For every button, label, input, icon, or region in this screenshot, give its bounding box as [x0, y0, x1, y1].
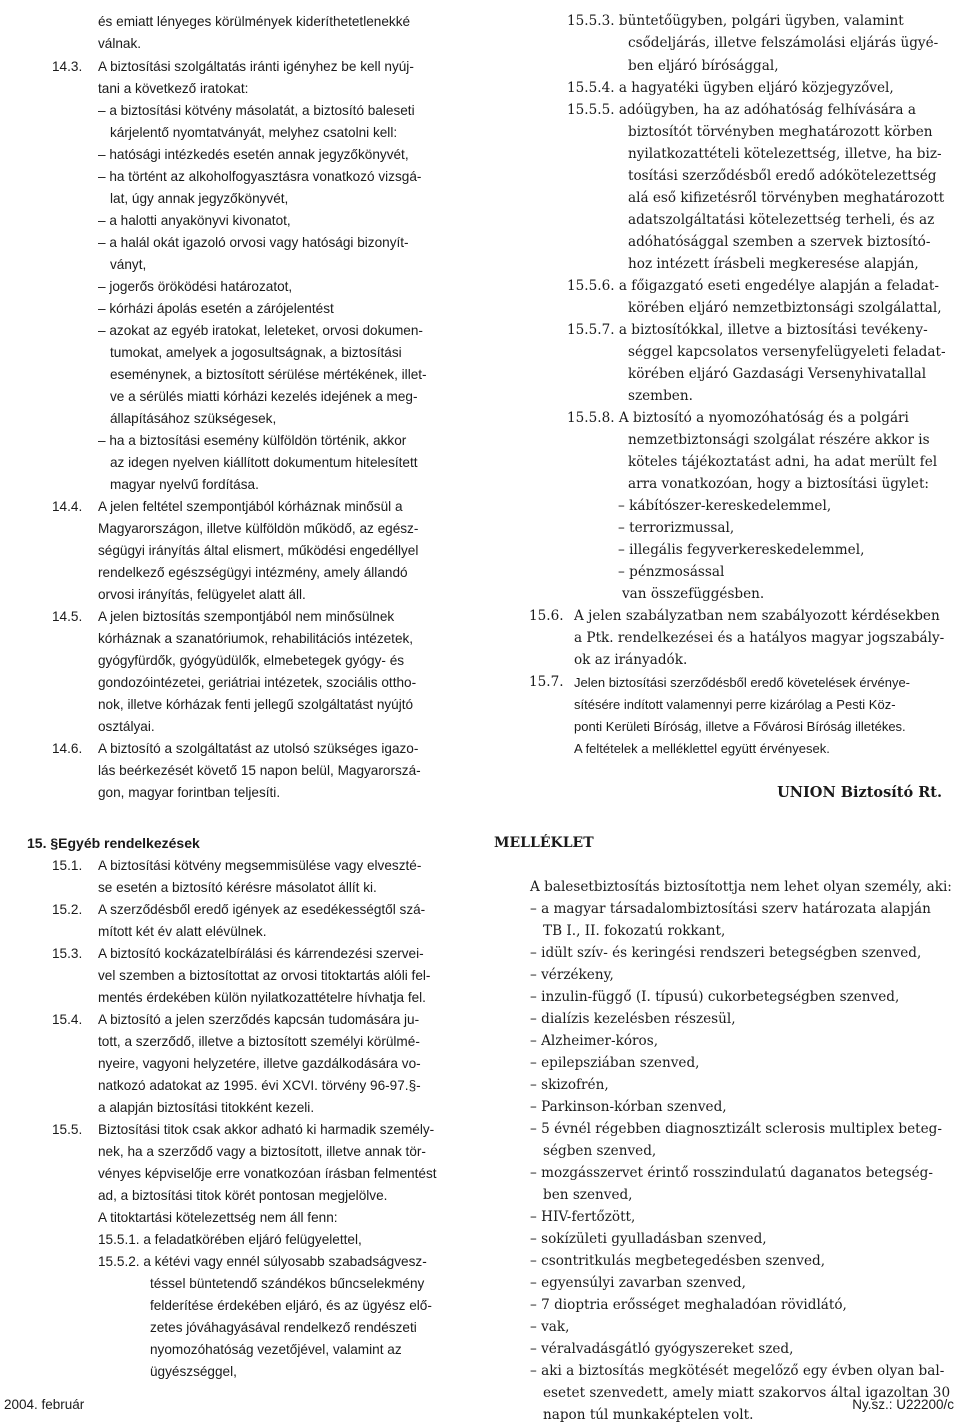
- clause-number: 15.7.: [529, 674, 564, 690]
- text-line: biztosítót törvényben meghatározott körben: [628, 124, 933, 140]
- text-line: körében eljáró Gazdasági Versenyhivatallal: [628, 366, 927, 382]
- text-line: A biztosítási kötvény megsemmisülése vagy elveszté-: [98, 858, 422, 873]
- text-line: nyilatkozattételi kötelezettség, illetve, ha biz-: [628, 146, 942, 162]
- text-line: séggel kapcsolatos versenyfelügyeleti feladat-: [628, 344, 946, 360]
- text-line: ve a sérülés miatti kórházi kezelés idejének a meg-: [110, 389, 418, 404]
- text-line: tani a következő iratokat:: [98, 81, 249, 96]
- text-line: arra vonatkozóan, hogy a biztosítási ügylet:: [628, 476, 930, 492]
- footer-code: Ny.sz.: U22200/c: [852, 1397, 954, 1412]
- clause-number: 14.4.: [52, 499, 83, 514]
- list-item: – idült szív- és keringési rendszeri betegségben szenved,: [530, 945, 922, 961]
- clause-number: 14.3.: [52, 59, 83, 74]
- section-15: [0, 815, 480, 1395]
- text-line: lat, úgy annak jegyzőkönyvét,: [110, 191, 289, 206]
- text-line: az idegen nyelven kiállított dokumentum hitelesített: [110, 455, 418, 470]
- list-item: – azokat az egyéb iratokat, leleteket, orvosi dokumen-: [98, 323, 423, 338]
- text-line: A jelen biztosítás szempontjából nem minősülnek: [98, 609, 395, 624]
- text-line: szemben.: [628, 388, 693, 404]
- text-line: A jelen feltétel szempontjából kórháznak minősül a: [98, 499, 403, 514]
- text-line: A szerződésből eredő igények az esedékességtől szá-: [98, 902, 426, 917]
- text-line: gyógyfürdők, gyógyüdülők, elmebetegek gyógy- és: [98, 653, 405, 668]
- list-item: – vak,: [530, 1319, 570, 1335]
- list-item: – a biztosítási kötvény másolatát, a biztosító baleseti: [98, 103, 415, 118]
- list-item: – ha történt az alkoholfogyasztásra vonatkozó vizsgá-: [98, 169, 422, 184]
- text-line: Magyarországon, illetve külföldön működő, az egész-: [98, 521, 419, 536]
- text-line: osztályai.: [98, 719, 155, 734]
- text-line: tumokat, amelyek a jogosultságnak, a biztosítási: [110, 345, 402, 360]
- clause-number: 15.4.: [52, 1012, 83, 1027]
- text-line: állapításához szükségesek,: [110, 411, 277, 426]
- text-line: csődeljárás, illetve felszámolási eljárás ügyé-: [628, 35, 939, 51]
- text-line: téssel büntetendő szándékos bűncselekmény: [150, 1276, 425, 1291]
- text-line: 15.5.8. A biztosító a nyomozóhatóság és a polgári: [567, 410, 909, 426]
- list-item: – a halotti anyakönyvi kivonatot,: [98, 213, 291, 228]
- text-line: A biztosítási szolgáltatás iránti igényhez be kell nyúj-: [98, 59, 414, 74]
- text-line: rendelkező egészségügyi intézmény, amely állandó: [98, 565, 408, 580]
- text-line: alá eső kifizetésről törvényben meghatározott: [628, 190, 945, 206]
- text-line: A titoktartási kötelezettség nem áll fenn:: [98, 1210, 338, 1225]
- text-line: ségügyi irányítás által elismert, működési engedéllyel: [98, 543, 419, 558]
- list-item: – aki a biztosítás megkötését megelőző egy évben olyan bal-: [530, 1363, 945, 1379]
- text-line: a alapján biztosítási titokként kezeli.: [98, 1100, 315, 1115]
- section-heading: 15. §Egyéb rendelkezések: [27, 835, 200, 851]
- text-line: 15.5.1. a feladatkörében eljáró felügyelettel,: [98, 1232, 362, 1247]
- list-item: – ha a biztosítási esemény külföldön történik, akkor: [98, 433, 407, 448]
- text-line: ványt,: [110, 257, 147, 272]
- text-line: ponti Kerületi Bíróság, illetve a Fővárosi Bíróság illetékes.: [574, 719, 906, 734]
- list-item: – 7 dioptria erősséget meghaladóan rövidlátó,: [530, 1297, 847, 1313]
- text-line: 15.5.3. büntetőügyben, polgári ügyben, valamint: [567, 13, 904, 29]
- list-item: – sokízületi gyulladásban szenved,: [530, 1231, 767, 1247]
- text-line: Jelen biztosítási szerződésből eredő követelések érvénye-: [574, 675, 911, 690]
- text-line: vényes képviselője erre vonatkozóan írásban felmentést: [98, 1166, 437, 1181]
- footer-date: 2004. február: [4, 1397, 85, 1412]
- list-item: – kórházi ápolás esetén a zárójelentést: [98, 301, 334, 316]
- text-line: mított két év alatt elévülnek.: [98, 924, 267, 939]
- text-line: adóhatósággal szemben a szervek biztosító-: [628, 234, 931, 250]
- text-line: esetet szenvedett, amely miatt szakorvos által igazoltan 30: [543, 1385, 951, 1401]
- text-line: felderítése érdekében eljáró, és az ügyész elő-: [150, 1298, 432, 1313]
- text-line: adatszolgáltatási kötelezettség terheli, és az: [628, 212, 935, 228]
- text-line: a Ptk. rendelkezései és a hatályos magyar jogszabály-: [574, 630, 945, 646]
- text-line: ok az irányadók.: [574, 652, 688, 668]
- text-line: A feltételek a melléklettel együtt érvényesek.: [574, 741, 830, 756]
- text-line: 15.5.7. a biztosítókkal, illetve a biztosítási tevékeny-: [567, 322, 928, 338]
- text-line: gondozóintézetei, geriátriai intézetek, szociális ottho-: [98, 675, 417, 690]
- text-line: A balesetbiztosítás biztosítottja nem lehet olyan személy, aki:: [530, 879, 952, 895]
- text-line: válnak.: [98, 36, 142, 51]
- list-item: – Alzheimer-kóros,: [530, 1033, 659, 1049]
- text-line: nyomozóhatóság vezetőjével, valamint az: [150, 1342, 402, 1357]
- list-item: – hatósági intézkedés esetén annak jegyzőkönyvét,: [98, 147, 409, 162]
- text-line: nek, ha a szerződő vagy a biztosított, illetve annak tör-: [98, 1144, 426, 1159]
- text-line: nyeire, vagyoni helyzetére, illetve gazdálkodására vo-: [98, 1056, 421, 1071]
- list-item: – illegális fegyverkereskedelemmel,: [618, 542, 865, 558]
- signature: UNION Biztosító Rt.: [777, 784, 942, 801]
- text-line: zetes jóváhagyásával rendelkező rendészeti: [150, 1320, 417, 1335]
- list-item: – a halál okát igazoló orvosi vagy hatósági bizonyít-: [98, 235, 409, 250]
- text-line: nemzetbiztonsági szolgálat részére akkor is: [628, 432, 930, 448]
- text-line: magyar nyelvű fordítása.: [110, 477, 259, 492]
- list-item: – terrorizmussal,: [618, 520, 735, 536]
- list-item: – egyensúlyi zavarban szenved,: [530, 1275, 746, 1291]
- clause-number: 14.5.: [52, 609, 83, 624]
- list-item: – véralvadásgátló gyógyszereket szed,: [530, 1341, 794, 1357]
- text-line: gon, magyar forintban teljesíti.: [98, 785, 281, 800]
- text-line: 15.5.2. a kétévi vagy ennél súlyosabb szabadságvesz-: [98, 1254, 427, 1269]
- text-line: A biztosító a jelen szerződés kapcsán tudomására ju-: [98, 1012, 420, 1027]
- text-line: orvosi irányítás, felügyelet alatt áll.: [98, 587, 306, 602]
- text-line: ügyészséggel,: [150, 1364, 237, 1379]
- text-line: és emiatt lényeges körülmények kideríthetetlenekké: [98, 14, 411, 29]
- text-line: A biztosító kockázatelbírálási és kárrendezési szervei-: [98, 946, 424, 961]
- text-line: van összefüggésben.: [622, 586, 765, 602]
- list-item: – vérzékeny,: [530, 967, 614, 983]
- text-line: köteles tájékoztatást adni, ha adat merült fel: [628, 454, 938, 470]
- clause-number: 15.1.: [52, 858, 83, 873]
- text-line: ben szenved,: [543, 1187, 633, 1203]
- clause-number: 15.5.: [52, 1122, 83, 1137]
- list-item: – pénzmosással: [618, 564, 725, 580]
- list-item: – a magyar társadalombiztosítási szerv határozata alapján: [530, 901, 931, 917]
- text-line: hoz intézett írásbeli megkeresése alapján,: [628, 256, 919, 272]
- text-line: tott, a szerződő, illetve a biztosított személyi körülmé-: [98, 1034, 420, 1049]
- text-line: napon túl munkaképtelen volt.: [543, 1407, 754, 1423]
- list-item: – 5 évnél régebben diagnosztizált sclerosis multiplex beteg-: [530, 1121, 942, 1137]
- text-line: sítésére indított valamennyi perre kizárólag a Pesti Köz-: [574, 697, 896, 712]
- text-line: lás beérkezését követő 15 napon belül, Magyarorszá-: [98, 763, 421, 778]
- melleklet-heading: MELLÉKLET: [494, 835, 594, 851]
- list-item: – HIV-fertőzött,: [530, 1209, 636, 1225]
- list-item: – epilepsziában szenved,: [530, 1055, 700, 1071]
- text-line: se esetén a biztosító kérésre másolatot állít ki.: [98, 880, 377, 895]
- list-item: – kábítószer-kereskedelemmel,: [618, 498, 832, 514]
- left-column-top: [0, 0, 480, 815]
- clause-number: 15.2.: [52, 902, 83, 917]
- text-line: ben eljáró bírósággal,: [628, 58, 779, 74]
- list-item: – dialízis kezelésben részesül,: [530, 1011, 736, 1027]
- text-line: TB I., II. fokozatú rokkant,: [543, 923, 726, 939]
- text-line: kárjelentő nyomtatványát, melyhez csatolni kell:: [110, 125, 398, 140]
- clause-number: 15.6.: [529, 608, 564, 624]
- list-item: – Parkinson-kórban szenved,: [530, 1099, 727, 1115]
- right-column-top: [480, 0, 960, 815]
- text-line: A biztosító a szolgáltatást az utolsó szükséges igazo-: [98, 741, 419, 756]
- list-item: – inzulin-függő (I. típusú) cukorbetegségben szenved,: [530, 989, 900, 1005]
- text-line: Biztosítási titok csak akkor adható ki harmadik személy-: [98, 1122, 435, 1137]
- list-item: – skizofrén,: [530, 1077, 609, 1093]
- text-line: 15.5.4. a hagyatéki ügyben eljáró közjegyzővel,: [567, 80, 894, 96]
- list-item: – jogerős öröködési határozatot,: [98, 279, 293, 294]
- text-line: 15.5.6. a főigazgató eseti engedélye alapján a feladat-: [567, 278, 939, 294]
- list-item: – mozgásszervet érintő rosszindulatú daganatos betegség-: [530, 1165, 933, 1181]
- text-line: kórháznak a szanatóriumok, rehabilitációs intézetek,: [98, 631, 414, 646]
- text-line: mentés érdekében külön nyilatkozattételre hívhatja fel.: [98, 990, 426, 1005]
- text-line: körében eljáró nemzetbiztonsági szolgálattal,: [628, 300, 942, 316]
- text-line: tosítási szerződésből eredő adókötelezettség: [628, 168, 937, 184]
- clause-number: 14.6.: [52, 741, 83, 756]
- text-line: ad, a biztosítási titok körét pontosan megjelölve.: [98, 1188, 388, 1203]
- text-line: ségben szenved,: [543, 1143, 657, 1159]
- text-line: natkozó adatokat az 1995. évi XCVI. törvény 96-97.§-: [98, 1078, 421, 1093]
- list-item: – csontritkulás megbetegedésben szenved,: [530, 1253, 826, 1269]
- text-line: nok, illetve kórházak fenti jellegű szolgáltatást nyújtó: [98, 697, 414, 712]
- text-line: eseménynek, a biztosított sérülése mértékének, illet-: [110, 367, 427, 382]
- text-line: 15.5.5. adóügyben, ha az adóhatóság felhívására a: [567, 102, 916, 118]
- text-line: A jelen szabályzatban nem szabályozott kérdésekben: [574, 608, 940, 624]
- clause-number: 15.3.: [52, 946, 83, 961]
- text-line: vel szemben a biztosítottat az orvosi titoktartás alóli fel-: [98, 968, 431, 983]
